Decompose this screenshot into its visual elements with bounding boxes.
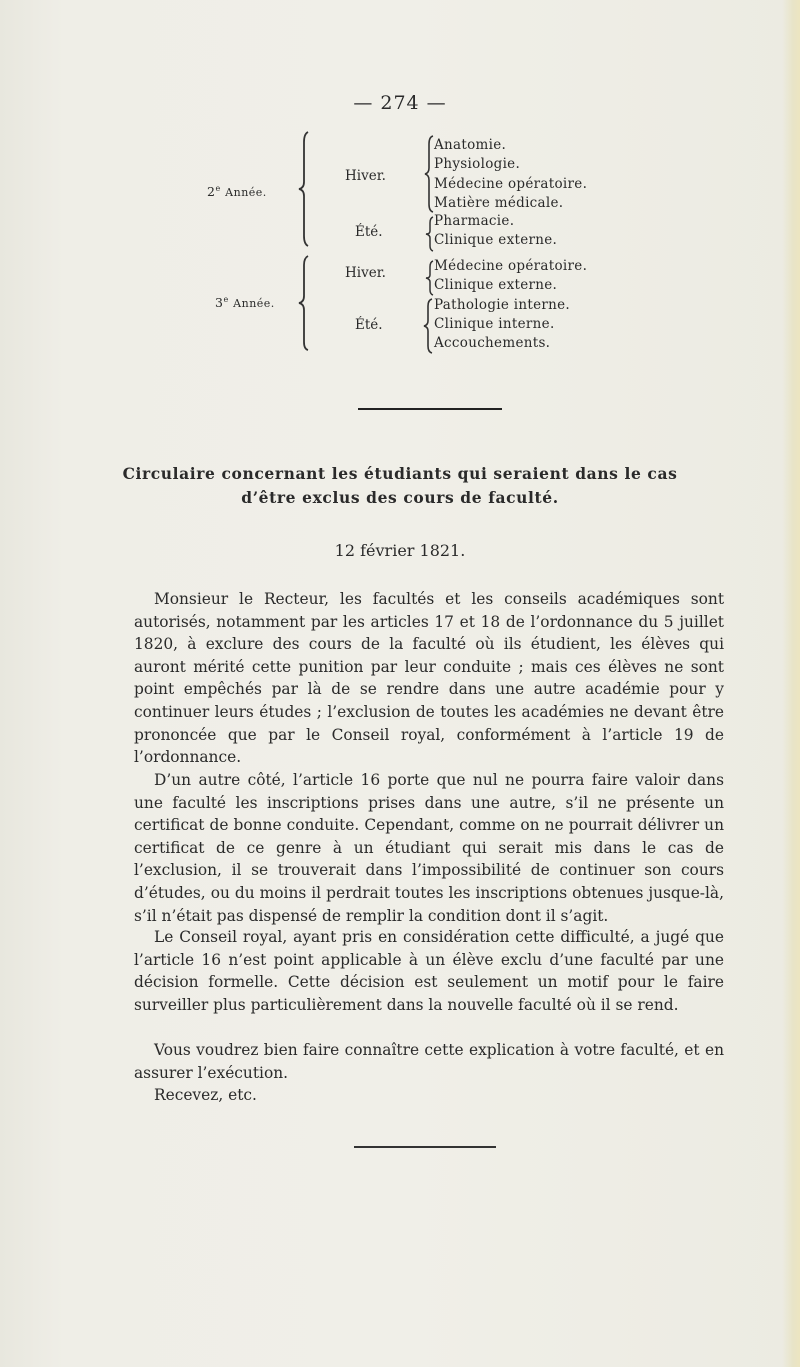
year-2-label: 2e Année. <box>207 184 267 200</box>
year-2-brace <box>298 130 318 248</box>
year-2-winter-label: Hiver. <box>345 168 386 184</box>
year-2-name: Année. <box>225 186 267 200</box>
end-divider <box>354 1146 496 1148</box>
course-item: Anatomie. <box>434 137 507 153</box>
course-item: Pharmacie. <box>434 213 515 229</box>
course-item: Matière médicale. <box>434 195 564 211</box>
course-item: Médecine opératoire. <box>434 258 588 274</box>
course-item: Clinique externe. <box>434 232 558 248</box>
paragraph-1: Monsieur le Recteur, les facultés et les conseils académiques sont autorisés, notamment par les articles 17 et 18 de l’ordonnance du 5 juillet 1820, à exclure des cours de la faculté où ils étudient, les élèves qui auront mérité cette punition par leur conduite ; mais ces élèves ne sont point empêchés par là de se rendre dans une autre académie pour y continuer leurs études ; l’exclusion de toutes les académies ne devant être prononcée que par le Conseil royal, conformément à l’article 19 de l’ordonnance. <box>134 590 724 767</box>
course-item: Pathologie interne. <box>434 297 571 313</box>
year-3-name: Année. <box>233 297 275 311</box>
page-number: — 274 — <box>353 92 447 114</box>
course-item: Médecine opératoire. <box>434 176 588 192</box>
course-item: Clinique interne. <box>434 316 555 332</box>
paragraph-2: D’un autre côté, l’article 16 porte que nul ne pourra faire valoir dans une faculté les inscriptions prises dans une autre, s’il ne présente un certificat de bonne conduite. Cependant, comme on ne pourrait délivrer un certificat de ce genre à un étudiant qui serait mis dans le cas de l’exclusion, il se trouverait dans l’impossibilité de continuer son cours d’études, ou du moins il perdrait toutes les inscriptions obtenues jusque-là, s’il n’était pas dispensé de remplir la condition dont il s’agit. <box>134 771 724 925</box>
course-item: Clinique externe. <box>434 277 558 293</box>
circular-title-line-1: Circulaire concernant les étudiants qui seraient dans le cas <box>122 464 678 483</box>
year-3-summer-label: Été. <box>355 317 383 333</box>
course-item: Physiologie. <box>434 156 521 172</box>
year-3-winter-label: Hiver. <box>345 265 386 281</box>
circular-date: 12 février 1821. <box>334 541 466 560</box>
closing-line: Recevez, etc. <box>154 1086 257 1104</box>
year-2-summer-label: Été. <box>355 224 383 240</box>
paragraph-3: Le Conseil royal, ayant pris en considération cette difficulté, a jugé que l’article 16 n’est point applicable à un élève exclu d’une faculté par une décision formelle. Cette décision est seulement un motif pour le faire surveiller plus particulièrement dans la nouvelle faculté où il se rend. <box>134 928 724 1014</box>
circular-title-line-2: d’être exclus des cours de faculté. <box>241 488 559 507</box>
paragraph-4: Vous voudrez bien faire connaître cette explication à votre faculté, et en assurer l’exécution. <box>134 1041 724 1082</box>
year-3-label: 3e Année. <box>215 295 275 311</box>
year-3-brace <box>298 254 318 352</box>
page-edge-shadow <box>782 0 800 1367</box>
course-item: Accouchements. <box>434 335 551 351</box>
section-divider <box>358 408 502 410</box>
